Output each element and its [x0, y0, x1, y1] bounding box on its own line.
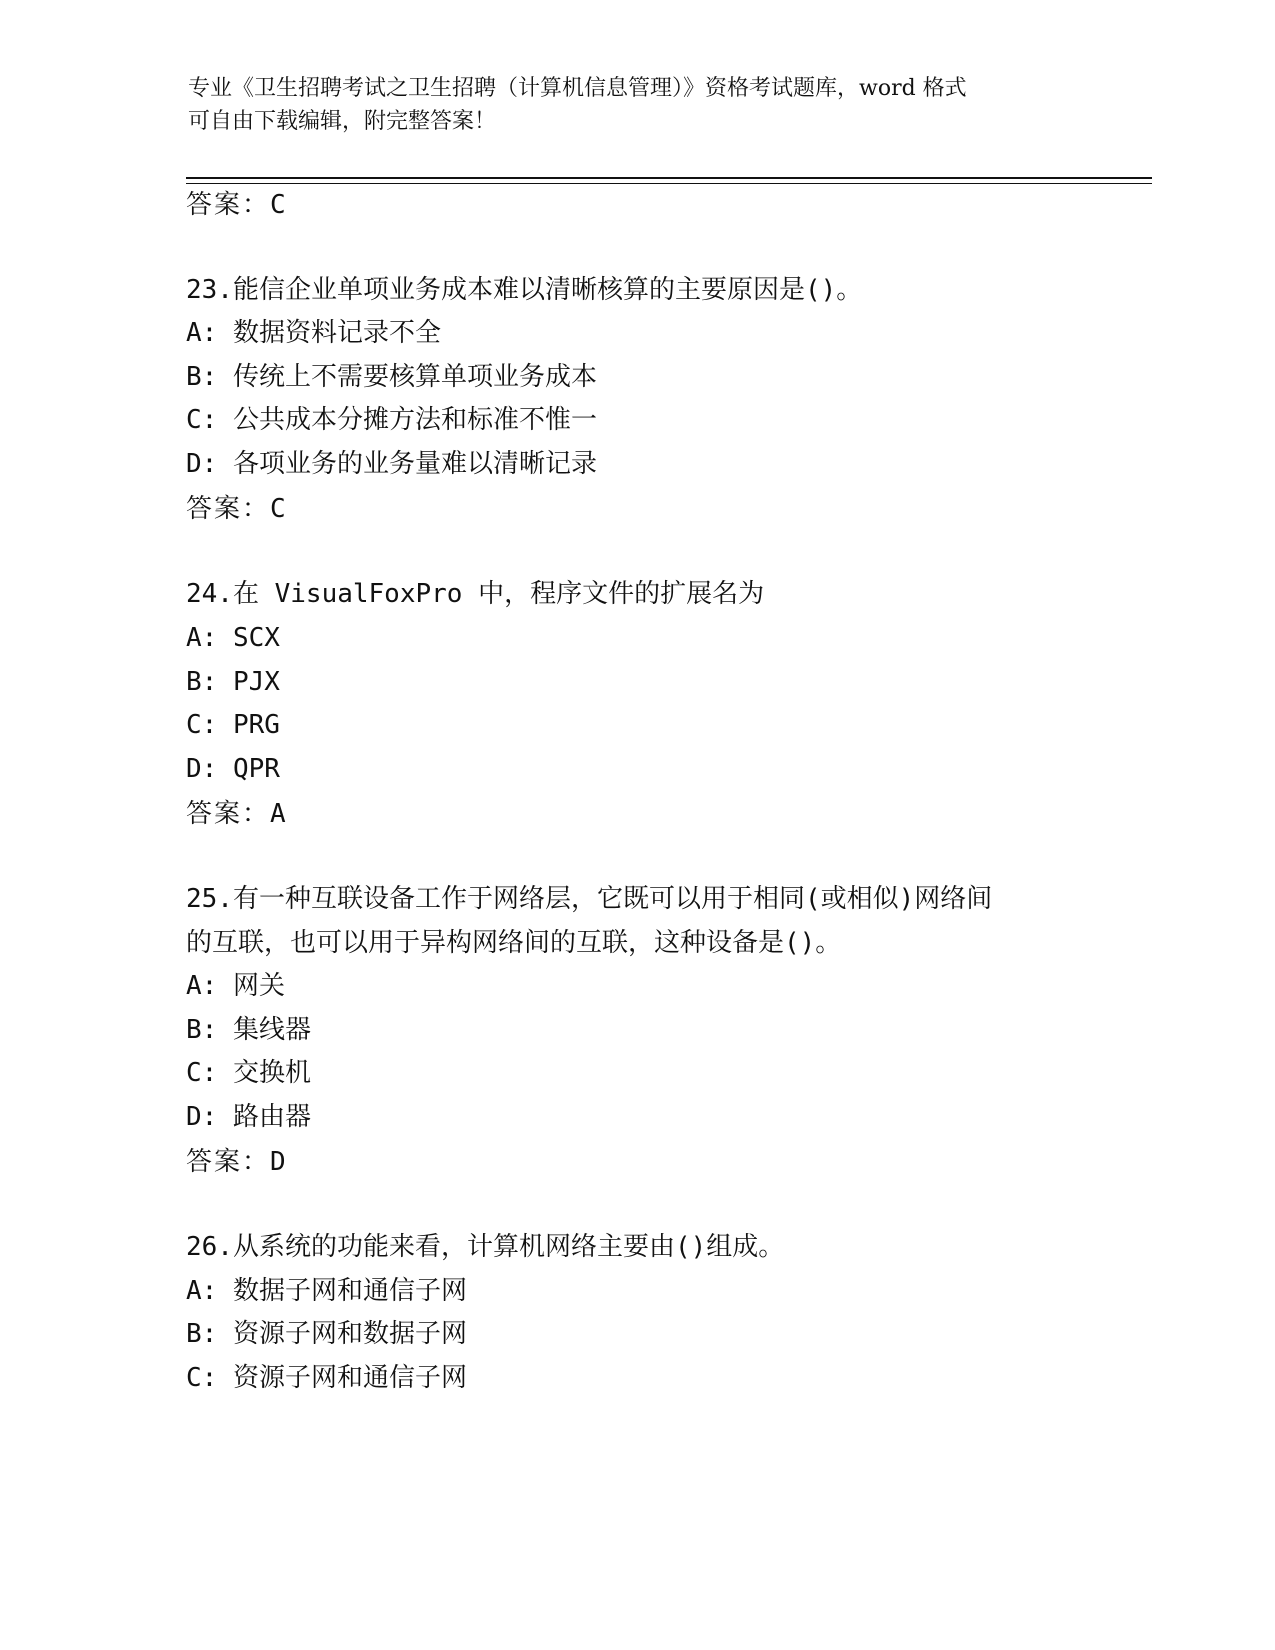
question-24-stem: 24.在 VisualFoxPro 中，程序文件的扩展名为: [186, 579, 765, 609]
header-divider-thin: [186, 183, 1152, 184]
answer-value: C: [270, 190, 288, 220]
answer-value: C: [270, 494, 288, 524]
answer-label: 答案：: [186, 799, 271, 829]
answer-value: A: [270, 799, 288, 829]
header-line-1: 专业《卫生招聘考试之卫生招聘（计算机信息管理）》资格考试题库，word 格式: [188, 76, 967, 101]
question-23-option-a: A: 数据资料记录不全: [186, 318, 441, 348]
question-23-option-c: C: 公共成本分摊方法和标准不惟一: [186, 405, 597, 435]
question-25-option-a: A: 网关: [186, 971, 285, 1001]
header-line-2: 可自由下载编辑，附完整答案！: [188, 109, 497, 134]
question-23-answer: [186, 494, 288, 524]
question-25-option-d: D: 路由器: [186, 1102, 311, 1132]
question-26-stem: 26.从系统的功能来看，计算机网络主要由()组成。: [186, 1232, 785, 1262]
answer-label: 答案：: [186, 1147, 271, 1177]
question-26-option-a: A: 数据子网和通信子网: [186, 1276, 467, 1306]
question-23-option-b: B: 传统上不需要核算单项业务成本: [186, 362, 597, 392]
question-25-option-c: C: 交换机: [186, 1058, 311, 1088]
previous-answer: [186, 190, 288, 220]
document-header: [188, 72, 1088, 138]
question-24-option-d: D: QPR: [186, 754, 280, 784]
question-24-option-a: A: SCX: [186, 623, 280, 653]
answer-value: D: [270, 1147, 288, 1177]
question-24-answer: [186, 799, 288, 829]
question-23-stem: 23.能信企业单项业务成本难以清晰核算的主要原因是()。: [186, 275, 863, 305]
answer-label: 答案：: [186, 494, 271, 524]
question-26-option-b: B: 资源子网和数据子网: [186, 1319, 467, 1349]
question-25-stem: 25.有一种互联设备工作于网络层，它既可以用于相同(或相似)网络间: [186, 884, 993, 914]
question-25-option-b: B: 集线器: [186, 1015, 311, 1045]
answer-label: 答案：: [186, 190, 271, 220]
question-26-option-c: C: 资源子网和通信子网: [186, 1363, 467, 1393]
header-divider: [186, 177, 1152, 179]
question-24-option-b: B: PJX: [186, 667, 280, 697]
question-23-option-d: D: 各项业务的业务量难以清晰记录: [186, 449, 597, 479]
question-25-stem-cont: 的互联，也可以用于异构网络间的互联，这种设备是()。: [186, 928, 842, 958]
question-25-answer: [186, 1147, 288, 1177]
question-24-option-c: C: PRG: [186, 710, 280, 740]
